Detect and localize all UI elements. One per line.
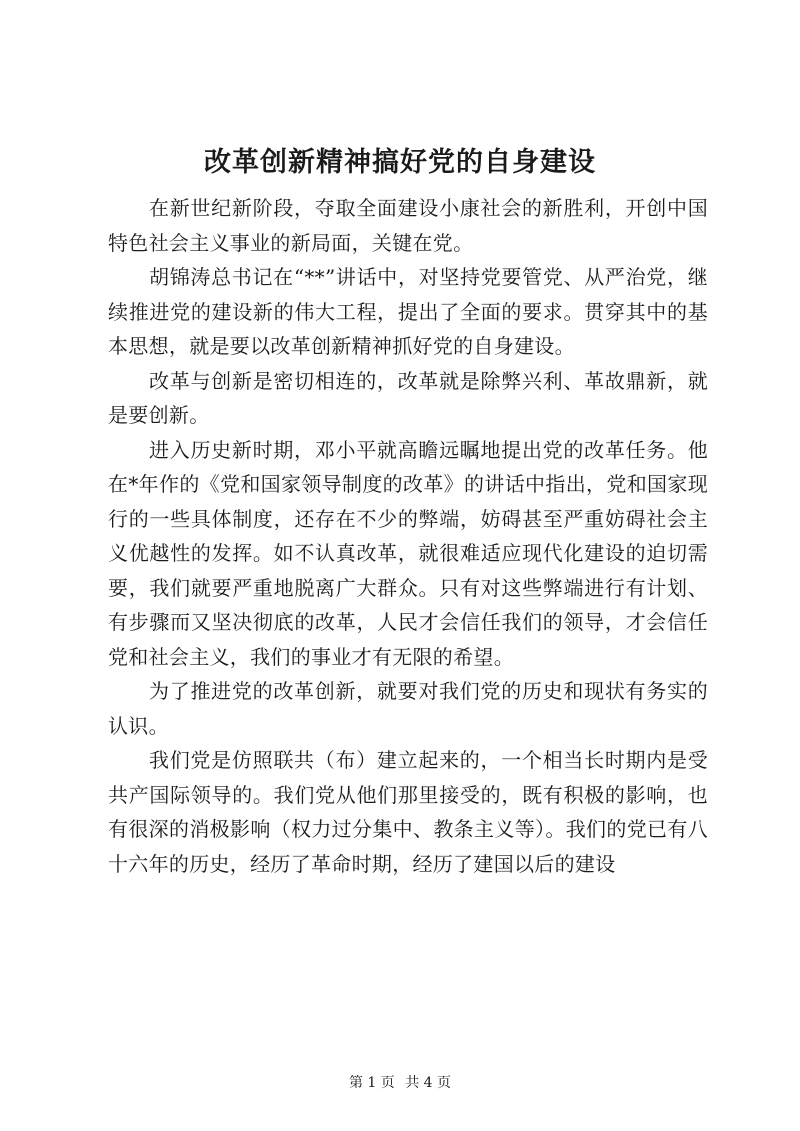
document-body (108, 191, 708, 881)
paragraph-6: 我们党是仿照联共（布）建立起来的，一个相当长时期内是受共产国际领导的。我们党从他们那里接受的，既有积极的影响，也有很深的消极影响（权力过分集中、教条主义等）。我们的党已有八十六年的历史，经历了革命时期，经历了建国以后的建设 (108, 748, 708, 876)
page-number: 第 1 页 (348, 1075, 395, 1091)
page-footer (0, 1072, 800, 1092)
paragraph-4: 进入历史新时期，邓小平就高瞻远瞩地提出党的改革任务。他在*年作的《党和国家领导制度的改革》的讲话中指出，党和国家现行的一些具体制度，还存在不少的弊端，妨碍甚至严重妨碍社会主义优越性的发挥。如不认真改革，就很难适应现代化建设的迫切需要，我们就要严重地脱离广大群众。只有对这些弊端进行有计划、有步骤而又坚决彻底的改革，人民才会信任我们的领导，才会信任党和社会主义，我们的事业才有无限的希望。 (108, 437, 708, 669)
document-title: 改革创新精神搞好党的自身建设 (204, 147, 596, 178)
paragraph-5: 为了推进党的改革创新，就要对我们党的历史和现状有务实的认识。 (108, 679, 708, 738)
paragraph-2: 胡锦涛总书记在“**”讲话中，对坚持党要管党、从严治党，继续推进党的建设新的伟大工程，提出了全面的要求。贯穿其中的基本思想，就是要以改革创新精神抓好党的自身建设。 (108, 265, 708, 358)
page-total: 共 4 页 (405, 1075, 452, 1091)
paragraph-3: 改革与创新是密切相连的，改革就是除弊兴利、革故鼎新，就是要创新。 (108, 368, 708, 427)
paragraph-1: 在新世纪新阶段，夺取全面建设小康社会的新胜利，开创中国特色社会主义事业的新局面，关键在党。 (108, 196, 708, 255)
